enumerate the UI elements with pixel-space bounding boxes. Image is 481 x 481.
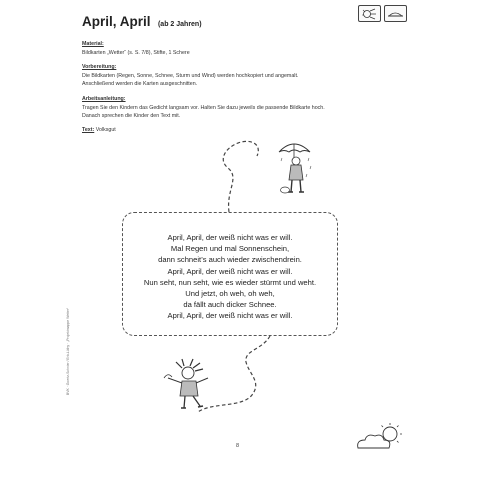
girl-umbrella-illustration [274,134,316,204]
page-number: 8 [236,443,240,449]
poem-line: Und jetzt, oh weh, oh weh, [185,289,275,299]
title-main: April, April [82,14,151,29]
title-age-range: (ab 2 Jahren) [157,21,202,28]
girl-wind-illustration [160,356,220,418]
poem-line: April, April, der weiß nicht was er will. [167,311,293,321]
arbeitsanleitung-line: Tragen Sie den Kindern das Gedicht langsam vor. Halten Sie dazu jeweils die passende Bildkarte hoch. [82,104,325,111]
sideways-credit: BVK · Goertz-Schnier / Erb-Lüthy · „Projektmappe Wetter“ [66,307,70,395]
poem-line: April, April, der weiß nicht was er will. [167,233,293,242]
material-label: Material: [82,41,104,47]
sun-cloud-icon [352,422,404,456]
poem-line: Mal Regen und mal Sonnenschein, [170,244,290,254]
poem-line: Nun seht, nun seht, wie es wieder stürmt und weht. [143,277,317,287]
vorbereitung-line: Anschließend werden die Karten ausgeschnitten. [82,81,198,88]
text-label: Text: [82,127,95,133]
arbeitsanleitung-label: Arbeitsanleitung: [82,96,126,102]
poem-text [122,232,338,322]
poem-line: da fällt auch dicker Schnee. [183,300,277,310]
vorbereitung-line: Die Bildkarten (Regen, Sonne, Schnee, Sturm und Wind) werden hochkopiert und angemalt. [82,72,299,79]
poem-line: April, April, der weiß nicht was er will. [167,266,293,276]
text-value: Volksgut [95,127,116,133]
material-text: Bildkarten „Wetter“ (s. S. 7/8), Stifte, 1 Schere [82,49,190,56]
vorbereitung-label: Vorbereitung: [82,64,117,70]
arbeitsanleitung-line: Danach sprechen die Kinder den Text mit. [82,113,181,120]
poem-line: dann schneit’s auch wieder zwischendrein. [158,255,302,265]
